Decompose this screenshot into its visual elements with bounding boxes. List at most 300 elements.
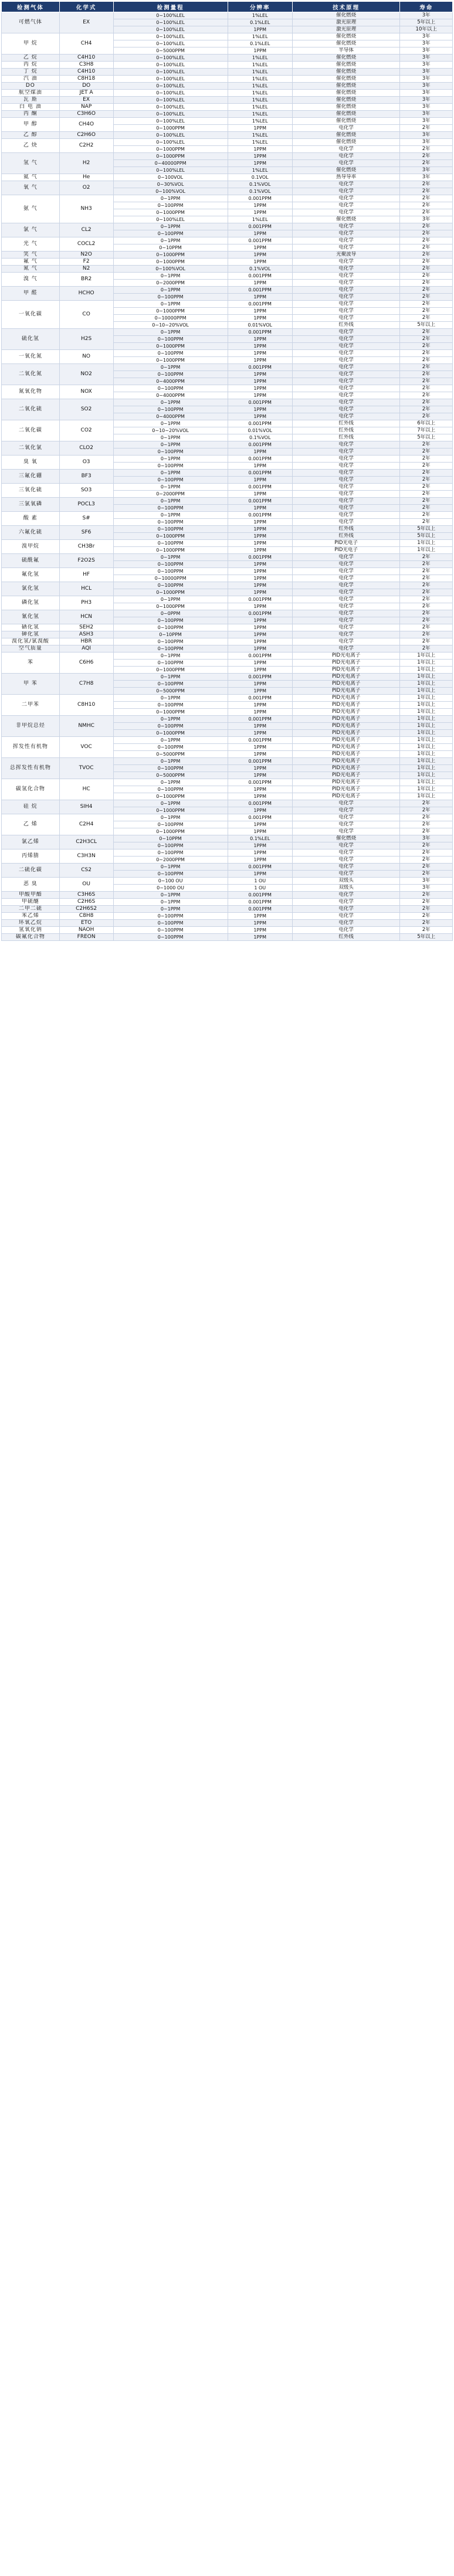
cell-lifetime: 2年: [400, 181, 453, 188]
cell-formula: BR2: [59, 273, 113, 287]
cell-range: 0~1PPM: [113, 716, 228, 723]
cell-range: 0~100%VOL: [113, 266, 228, 273]
cell-technology: 电化学: [292, 871, 400, 878]
cell-technology: 电化学: [292, 842, 400, 849]
cell-technology: 电化学: [292, 406, 400, 413]
cell-lifetime: 2年: [400, 329, 453, 336]
cell-range: 0~10PPM: [113, 835, 228, 842]
cell-lifetime: 5年以上: [400, 19, 453, 26]
cell-range: 0~100%LEL: [113, 33, 228, 40]
cell-resolution: 1PPM: [228, 842, 292, 849]
cell-range: 0~1PPM: [113, 237, 228, 244]
cell-lifetime: 1年以上: [400, 744, 453, 751]
cell-range: 0~1PPM: [113, 906, 228, 913]
cell-formula: C2H6O: [59, 132, 113, 139]
cell-resolution: 1%LEL: [228, 111, 292, 118]
cell-formula: CLO2: [59, 441, 113, 456]
cell-resolution: 0.001PPM: [228, 737, 292, 744]
cell-lifetime: 2年: [400, 582, 453, 589]
cell-range: 0~100%LEL: [113, 83, 228, 90]
table-row: [2, 800, 453, 807]
cell-range: 0~100PPM: [113, 350, 228, 357]
table-row: [2, 266, 453, 273]
cell-range: 0~4000PPM: [113, 392, 228, 399]
cell-gas-name: 三氧化硫: [2, 484, 60, 498]
cell-formula: NOX: [59, 385, 113, 399]
cell-gas-name: 氯 气: [2, 223, 60, 237]
cell-technology: 催化燃烧: [292, 76, 400, 83]
cell-range: 0~1000PPM: [113, 259, 228, 266]
cell-formula: C2H2: [59, 139, 113, 153]
cell-range: 0~100%LEL: [113, 40, 228, 47]
cell-technology: 电化学: [292, 638, 400, 645]
cell-technology: 催化燃烧: [292, 69, 400, 76]
table-row: [2, 920, 453, 927]
table-row: [2, 420, 453, 427]
cell-range: 0~1PPM: [113, 434, 228, 441]
cell-lifetime: 3年: [400, 118, 453, 125]
cell-technology: 电化学: [292, 244, 400, 252]
cell-lifetime: 1年以上: [400, 653, 453, 660]
cell-range: 0~2000PPM: [113, 857, 228, 864]
cell-formula: H2S: [59, 329, 113, 350]
table-row: [2, 653, 453, 660]
cell-formula: AQI: [59, 645, 113, 653]
cell-range: 0~100PPM: [113, 660, 228, 667]
table-row: [2, 69, 453, 76]
cell-technology: PID光电离子: [292, 660, 400, 667]
table-row: [2, 758, 453, 765]
cell-resolution: 1PPM: [228, 631, 292, 638]
table-row: [2, 892, 453, 899]
table-row: [2, 512, 453, 519]
cell-range: 0~1000PPM: [113, 730, 228, 737]
cell-lifetime: 2年: [400, 252, 453, 259]
cell-formula: PH3: [59, 596, 113, 610]
cell-lifetime: 3年: [400, 167, 453, 174]
cell-gas-name: 硫酰氟: [2, 554, 60, 568]
cell-resolution: 1%LEL: [228, 139, 292, 146]
cell-lifetime: 2年: [400, 610, 453, 617]
cell-resolution: 0.001PPM: [228, 456, 292, 463]
cell-formula: F2: [59, 259, 113, 266]
cell-range: 0~100PPM: [113, 927, 228, 934]
cell-gas-name: 可燃气体: [2, 12, 60, 33]
cell-technology: 电化学: [292, 259, 400, 266]
table-row: [2, 33, 453, 40]
cell-lifetime: 2年: [400, 195, 453, 202]
table-row: [2, 716, 453, 723]
cell-range: 0~40000PPM: [113, 160, 228, 167]
cell-lifetime: 2年: [400, 385, 453, 392]
cell-gas-name: 二氧化硫: [2, 399, 60, 420]
cell-technology: 电化学: [292, 575, 400, 582]
cell-technology: 红外线: [292, 533, 400, 540]
cell-lifetime: 2年: [400, 631, 453, 638]
cell-resolution: 1PPM: [228, 448, 292, 456]
table-row: [2, 385, 453, 392]
cell-resolution: 1%LEL: [228, 69, 292, 76]
cell-technology: PID光电离子: [292, 688, 400, 695]
cell-range: 0~1000PPM: [113, 667, 228, 674]
cell-resolution: 1PPM: [228, 568, 292, 575]
cell-resolution: 1PPM: [228, 146, 292, 153]
cell-lifetime: 1年以上: [400, 772, 453, 779]
cell-formula: C6H6: [59, 653, 113, 674]
cell-range: 0~10PPM: [113, 244, 228, 252]
cell-range: 0~5000PPM: [113, 688, 228, 695]
cell-lifetime: 2年: [400, 554, 453, 561]
cell-range: 0~1PPM: [113, 653, 228, 660]
cell-resolution: 1PPM: [228, 624, 292, 631]
cell-resolution: 1%LEL: [228, 90, 292, 97]
cell-formula: C3H3N: [59, 849, 113, 864]
cell-lifetime: 3年: [400, 97, 453, 104]
cell-gas-name: 空气质量: [2, 645, 60, 653]
cell-gas-name: 恶 臭: [2, 878, 60, 892]
cell-range: 0~1000PPM: [113, 828, 228, 835]
cell-technology: 催化燃烧: [292, 104, 400, 111]
cell-formula: DO: [59, 83, 113, 90]
cell-technology: 电化学: [292, 906, 400, 913]
cell-gas-name: 乙 烯: [2, 814, 60, 835]
column-header-gas: 检测气体: [2, 2, 60, 12]
cell-range: 0~1000PPM: [113, 343, 228, 350]
cell-technology: 电化学: [292, 617, 400, 624]
column-header-formula: 化学式: [59, 2, 113, 12]
cell-gas-name: 丙烯腈: [2, 849, 60, 864]
cell-gas-name: 甲酸甲酯: [2, 892, 60, 899]
cell-resolution: 1PPM: [228, 463, 292, 470]
cell-technology: 电化学: [292, 378, 400, 385]
cell-formula: HF: [59, 568, 113, 582]
table-row: [2, 104, 453, 111]
table-row: [2, 596, 453, 603]
table-row: [2, 554, 453, 561]
table-row: [2, 97, 453, 104]
cell-lifetime: 2年: [400, 589, 453, 596]
cell-formula: C2H3CL: [59, 835, 113, 849]
cell-technology: 电化学: [292, 364, 400, 371]
cell-resolution: 0.001PPM: [228, 596, 292, 603]
cell-range: 0~1PPM: [113, 498, 228, 505]
cell-range: 0~10~20%VOL: [113, 427, 228, 434]
cell-technology: 催化燃烧: [292, 62, 400, 69]
cell-resolution: 1PPM: [228, 519, 292, 526]
cell-resolution: 0.001PPM: [228, 674, 292, 681]
cell-gas-name: 甲硫醚: [2, 899, 60, 906]
cell-range: 0~1PPM: [113, 273, 228, 280]
cell-resolution: 0.001PPM: [228, 287, 292, 294]
cell-lifetime: 2年: [400, 864, 453, 871]
cell-technology: 电化学: [292, 350, 400, 357]
cell-resolution: 1PPM: [228, 681, 292, 688]
cell-range: 0~100%LEL: [113, 12, 228, 19]
cell-range: 0~1PPM: [113, 470, 228, 477]
cell-resolution: 1PPM: [228, 385, 292, 392]
cell-resolution: 0.001PPM: [228, 610, 292, 617]
table-row: [2, 582, 453, 589]
cell-gas-name: 酸 素: [2, 512, 60, 526]
table-row: [2, 934, 453, 941]
cell-resolution: 1PPM: [228, 920, 292, 927]
cell-technology: PID光电离子: [292, 723, 400, 730]
cell-gas-name: 硒化氢: [2, 624, 60, 631]
cell-resolution: 0.01%VOL: [228, 322, 292, 329]
cell-technology: PID光电离子: [292, 793, 400, 800]
cell-technology: 电化学: [292, 470, 400, 477]
table-row: [2, 287, 453, 294]
cell-resolution: 0.001PPM: [228, 273, 292, 280]
cell-gas-name: 碳氢化合物: [2, 779, 60, 800]
cell-range: 0~4000PPM: [113, 413, 228, 420]
table-row: [2, 55, 453, 62]
table-row: [2, 399, 453, 406]
cell-technology: 电化学: [292, 413, 400, 420]
cell-resolution: 1PPM: [228, 280, 292, 287]
cell-range: 0~1PPM: [113, 512, 228, 519]
cell-technology: PID光电离子: [292, 695, 400, 702]
cell-lifetime: 3年: [400, 878, 453, 885]
cell-technology: 催化燃烧: [292, 55, 400, 62]
cell-range: 0~100PPM: [113, 561, 228, 568]
cell-formula: C2H6S: [59, 899, 113, 906]
cell-resolution: 0.001PPM: [228, 695, 292, 702]
cell-resolution: 1PPM: [228, 160, 292, 167]
cell-formula: S#: [59, 512, 113, 526]
cell-formula: CH3Br: [59, 540, 113, 554]
cell-lifetime: 3年: [400, 132, 453, 139]
cell-range: 0~2000PPM: [113, 491, 228, 498]
cell-resolution: 1PPM: [228, 230, 292, 237]
cell-resolution: 1%LEL: [228, 118, 292, 125]
table-row: [2, 913, 453, 920]
cell-technology: 电化学: [292, 301, 400, 308]
cell-lifetime: 1年以上: [400, 660, 453, 667]
cell-resolution: 1PPM: [228, 786, 292, 793]
cell-lifetime: 1年以上: [400, 793, 453, 800]
cell-technology: 双级头: [292, 885, 400, 892]
cell-technology: 电化学: [292, 477, 400, 484]
cell-gas-name: 氟 气: [2, 259, 60, 266]
cell-lifetime: 2年: [400, 512, 453, 519]
table-row: [2, 674, 453, 681]
cell-technology: 电化学: [292, 828, 400, 835]
table-row: [2, 350, 453, 357]
cell-lifetime: 2年: [400, 470, 453, 477]
cell-range: 0~100PPM: [113, 526, 228, 533]
table-row: [2, 540, 453, 547]
cell-technology: 催化燃烧: [292, 118, 400, 125]
table-row: [2, 878, 453, 885]
table-row: [2, 76, 453, 83]
cell-range: 0~10~20%VOL: [113, 322, 228, 329]
cell-technology: 电化学: [292, 857, 400, 864]
cell-technology: 催化燃烧: [292, 40, 400, 47]
cell-formula: HBR: [59, 638, 113, 645]
table-row: [2, 470, 453, 477]
cell-lifetime: 3年: [400, 885, 453, 892]
cell-technology: 催化燃烧: [292, 83, 400, 90]
cell-lifetime: 3年: [400, 40, 453, 47]
cell-range: 0~100 OU: [113, 878, 228, 885]
cell-technology: 电化学: [292, 849, 400, 857]
cell-lifetime: 2年: [400, 568, 453, 575]
cell-technology: 电化学: [292, 899, 400, 906]
cell-technology: 光聚波导: [292, 252, 400, 259]
cell-formula: C8H8: [59, 913, 113, 920]
cell-formula: NO2: [59, 364, 113, 385]
cell-resolution: 0.001PPM: [228, 441, 292, 448]
cell-lifetime: 2年: [400, 336, 453, 343]
cell-technology: 催化燃烧: [292, 835, 400, 842]
gas-sensor-spec-sheet: [0, 1, 454, 941]
cell-lifetime: 1年以上: [400, 730, 453, 737]
cell-range: 0~1PPM: [113, 596, 228, 603]
cell-formula: He: [59, 174, 113, 181]
cell-lifetime: 5年以上: [400, 322, 453, 329]
cell-resolution: 0.001PPM: [228, 906, 292, 913]
cell-lifetime: 2年: [400, 301, 453, 308]
cell-lifetime: 1年以上: [400, 709, 453, 716]
cell-lifetime: 2年: [400, 477, 453, 484]
cell-resolution: 1%LEL: [228, 167, 292, 174]
cell-technology: 电化学: [292, 188, 400, 195]
cell-range: 0~100PPM: [113, 702, 228, 709]
cell-resolution: 1PPM: [228, 125, 292, 132]
cell-formula: C3H6S: [59, 892, 113, 899]
cell-formula: N2O: [59, 252, 113, 259]
cell-range: 0~100PPM: [113, 920, 228, 927]
cell-resolution: 1%LEL: [228, 216, 292, 223]
cell-resolution: 1PPM: [228, 582, 292, 589]
cell-technology: 电化学: [292, 596, 400, 603]
table-row: [2, 273, 453, 280]
cell-formula: POCL3: [59, 498, 113, 512]
cell-resolution: 1 OU: [228, 878, 292, 885]
cell-technology: 催化燃烧: [292, 111, 400, 118]
cell-formula: C2H4: [59, 814, 113, 835]
cell-lifetime: 2年: [400, 575, 453, 582]
cell-technology: 电化学: [292, 146, 400, 153]
cell-resolution: 0.1%VOL: [228, 266, 292, 273]
cell-resolution: 1PPM: [228, 533, 292, 540]
cell-gas-name: 氰化氢: [2, 610, 60, 624]
cell-lifetime: 1年以上: [400, 695, 453, 702]
cell-formula: SO2: [59, 399, 113, 420]
cell-technology: 电化学: [292, 125, 400, 132]
cell-lifetime: 2年: [400, 842, 453, 849]
cell-resolution: 1PPM: [228, 308, 292, 315]
cell-range: 0~1000PPM: [113, 793, 228, 800]
table-row: [2, 118, 453, 125]
cell-gas-name: 汽 油: [2, 76, 60, 83]
cell-technology: 电化学: [292, 273, 400, 280]
cell-lifetime: 3年: [400, 174, 453, 181]
cell-lifetime: 2年: [400, 800, 453, 807]
cell-technology: PID光电离子: [292, 716, 400, 723]
cell-lifetime: 2年: [400, 821, 453, 828]
cell-range: 0~100PPM: [113, 477, 228, 484]
table-row: [2, 301, 453, 308]
cell-gas-name: 乙 烷: [2, 55, 60, 62]
cell-formula: C4H10: [59, 55, 113, 62]
cell-technology: 电化学: [292, 814, 400, 821]
cell-technology: 催化燃烧: [292, 132, 400, 139]
cell-range: 0~100PPM: [113, 913, 228, 920]
cell-gas-name: 总挥发性有机物: [2, 758, 60, 779]
cell-resolution: 1PPM: [228, 343, 292, 350]
cell-formula: HC: [59, 779, 113, 800]
cell-resolution: 1PPM: [228, 730, 292, 737]
cell-gas-name: 二氧化氮: [2, 364, 60, 385]
cell-resolution: 0.1%VOL: [228, 188, 292, 195]
cell-formula: C8H10: [59, 695, 113, 716]
cell-technology: PID光电离子: [292, 667, 400, 674]
cell-technology: PID光电离子: [292, 758, 400, 765]
cell-lifetime: 2年: [400, 484, 453, 491]
cell-technology: 激光原理: [292, 26, 400, 33]
cell-gas-name: 氟化氢: [2, 568, 60, 582]
cell-range: 0~10000PPM: [113, 315, 228, 322]
gas-spec-table: [1, 1, 453, 941]
cell-technology: 红外线: [292, 427, 400, 434]
table-row: [2, 139, 453, 146]
cell-formula: C3H8: [59, 62, 113, 69]
cell-lifetime: 2年: [400, 266, 453, 273]
cell-technology: 电化学: [292, 498, 400, 505]
cell-lifetime: 2年: [400, 899, 453, 906]
cell-resolution: 1PPM: [228, 26, 292, 33]
cell-resolution: 1PPM: [228, 667, 292, 674]
cell-technology: 红外线: [292, 934, 400, 941]
cell-lifetime: 2年: [400, 448, 453, 456]
cell-range: 0~1000PPM: [113, 146, 228, 153]
cell-lifetime: 2年: [400, 406, 453, 413]
cell-range: 0~1PPM: [113, 195, 228, 202]
cell-resolution: 0.001PPM: [228, 554, 292, 561]
cell-lifetime: 2年: [400, 624, 453, 631]
cell-gas-name: 挥发性有机物: [2, 737, 60, 758]
cell-resolution: 0.001PPM: [228, 512, 292, 519]
table-row: [2, 456, 453, 463]
cell-range: 0~100PPM: [113, 681, 228, 688]
cell-technology: 电化学: [292, 645, 400, 653]
cell-range: 0~100PPM: [113, 519, 228, 526]
table-row: [2, 526, 453, 533]
cell-lifetime: 2年: [400, 857, 453, 864]
table-row: [2, 779, 453, 786]
cell-formula: ETO: [59, 920, 113, 927]
cell-range: 0~1PPM: [113, 899, 228, 906]
cell-lifetime: 1年以上: [400, 765, 453, 772]
cell-range: 0~1000PPM: [113, 209, 228, 216]
cell-resolution: 1PPM: [228, 357, 292, 364]
cell-gas-name: 乙 醇: [2, 132, 60, 139]
cell-technology: 电化学: [292, 448, 400, 456]
cell-resolution: 1PPM: [228, 259, 292, 266]
cell-lifetime: 2年: [400, 561, 453, 568]
cell-lifetime: 2年: [400, 230, 453, 237]
column-header-range: 检测量程: [113, 2, 228, 12]
cell-technology: PID光电离子: [292, 702, 400, 709]
table-row: [2, 329, 453, 336]
cell-technology: PID光电子: [292, 547, 400, 554]
cell-resolution: 0.001PPM: [228, 800, 292, 807]
cell-lifetime: 3年: [400, 835, 453, 842]
table-row: [2, 252, 453, 259]
cell-technology: PID光电离子: [292, 737, 400, 744]
